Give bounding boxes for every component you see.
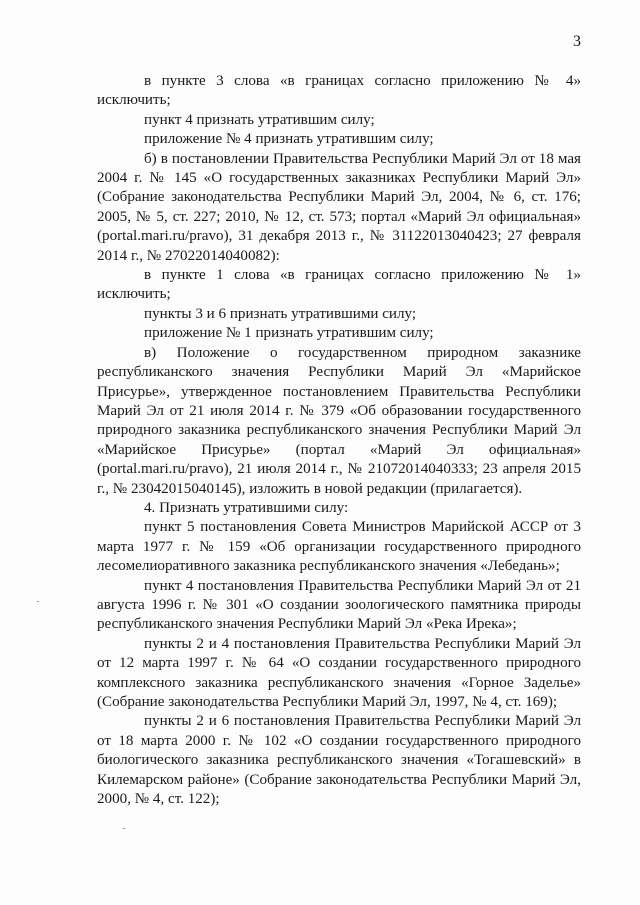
scan-artifact — [123, 828, 125, 829]
paragraph: приложение № 1 признать утратившим силу; — [144, 325, 434, 342]
paragraph: пункты 2 и 6 постановления Правительства Республики Марий Эл от 18 марта 2000 г. № 102 «О создании государственного природного биологического заказника республиканского значения «Тогашевский» в Килемарском районе» (Собрание законодательства Республики Марий Эл, 2000, № 4, ст. 122); — [97, 713, 581, 808]
document-body — [97, 72, 581, 809]
paragraph: пункт 4 постановления Правительства Республики Марий Эл от 21 августа 1996 г. № 301 «О создании зоологического памятника природы республиканского значения Республики Марий Эл «Река Ирека»; — [97, 577, 581, 633]
paragraph: в пункте 1 слова «в границах согласно приложению № 1» исключить; — [97, 267, 581, 303]
paragraph: б) в постановлении Правительства Республики Марий Эл от 18 мая 2004 г. № 145 «О государственных заказниках Республики Марий Эл» (Собрание законодательства Республики Марий Эл, 2004, № 6, ст. 176; 2005, № 5, ст. 227; 2010, № 12, ст. 573; портал «Марий Эл официальная» (portal.mari.ru/pravo), 31 декабря 2013 г., № 31122013040423; 27 февраля 2014 г., № 27022014040082): — [97, 150, 581, 264]
paragraph: 4. Признать утратившими силу: — [144, 499, 349, 516]
page-number: 3 — [573, 33, 581, 50]
paragraph: пункты 2 и 4 постановления Правительства Республики Марий Эл от 12 марта 1997 г. № 64 «О создании государственного природного комплексного заказника республиканского значения «Горное Заделье» (Собрание законодательства Республики Марий Эл, 1997, № 4, ст. 169); — [97, 635, 581, 710]
paragraph: в пункте 3 слова «в границах согласно приложению № 4» исключить; — [97, 73, 581, 109]
paragraph: пункт 4 признать утратившим силу; — [144, 111, 375, 128]
scan-artifact — [37, 601, 39, 602]
paragraph: в) Положение о государственном природном заказнике республиканского значения Республики Марий Эл «Марийское Присурье», утвержденное постановлением Правительства Республики Марий Эл от 21 июля 2014 г. № 379 «Об образовании государственного природного заказника республиканского значения Республики Марий Эл «Марийское Присурье» (портал «Марий Эл официальная» (portal.mari.ru/pravo), 21 июля 2014 г., № 21072014040333; 23 апреля 2015 г., № 23042015040145), изложить в новой редакции (прилагается). — [97, 344, 581, 497]
paragraph: приложение № 4 признать утратившим силу; — [144, 131, 434, 148]
paragraph: пункт 5 постановления Совета Министров Марийской АССР от 3 марта 1977 г. № 159 «Об организации государственного природного лесомелиоративного заказника республиканского значения «Лебедань»; — [97, 519, 581, 575]
paragraph: пункты 3 и 6 признать утратившими силу; — [144, 305, 417, 322]
